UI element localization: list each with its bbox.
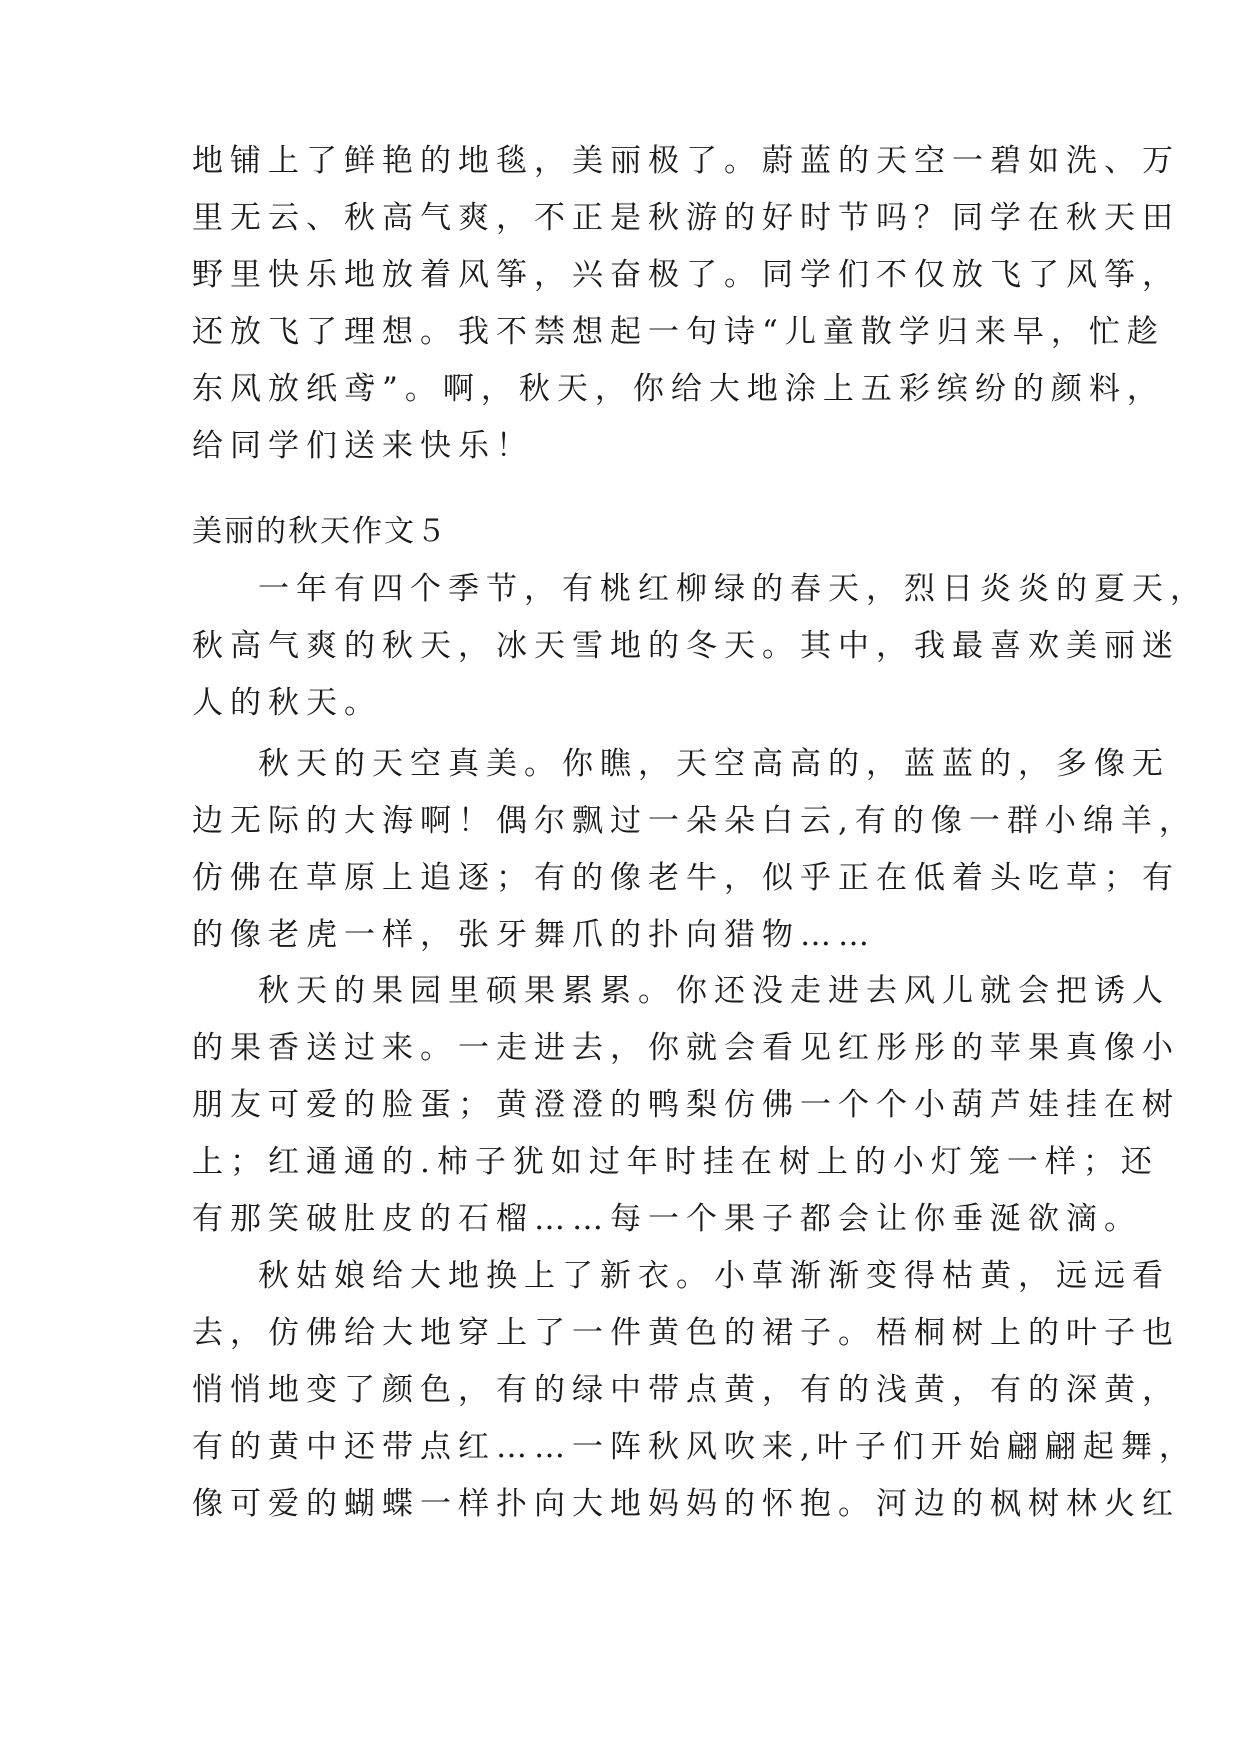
text-line: 朋友可爱的脸蛋；黄澄澄的鸭梨仿佛一个个小葫芦娃挂在树 — [192, 1087, 1180, 1123]
text-line: 仿佛在草原上追逐；有的像老牛，似乎正在低着头吃草；有 — [192, 860, 1180, 896]
text-line: 有的黄中还带点红……一阵秋风吹来,叶子们开始翩翩起舞， — [192, 1429, 1197, 1465]
text-line: 秋天的果园里硕果累累。你还没走进去风儿就会把诱人 — [258, 973, 1170, 1009]
text-line: 的果香送过来。一走进去，你就会看见红彤彤的苹果真像小 — [192, 1030, 1180, 1066]
text-line: 还放飞了理想。我不禁想起一句诗“儿童散学归来早，忙趁 — [192, 314, 1165, 350]
section-title: 美丽的秋天作文５ — [192, 514, 448, 549]
text-line: 东风放纸鸢”。啊，秋天，你给大地涂上五彩缤纷的颜料， — [192, 371, 1165, 407]
text-line: 给同学们送来快乐！ — [192, 428, 534, 464]
text-line: 地铺上了鲜艳的地毯，美丽极了。蔚蓝的天空一碧如洗、万 — [192, 143, 1180, 179]
paragraph-1 — [192, 561, 1208, 732]
text-line: 里无云、秋高气爽，不正是秋游的好时节吗？同学在秋天田 — [192, 200, 1180, 236]
text-line: 有那笑破肚皮的石榴……每一个果子都会让你垂涎欲滴。 — [192, 1201, 1142, 1237]
text-line: 人的秋天。 — [192, 685, 382, 721]
text-line: 秋姑娘给大地换上了新衣。小草渐渐变得枯黄，远远看 — [258, 1258, 1170, 1294]
text-line: 的像老虎一样，张牙舞爪的扑向猎物…… — [192, 917, 876, 953]
intro-passage — [192, 133, 1180, 475]
section-heading — [192, 503, 1072, 560]
text-line: 一年有四个季节，有桃红柳绿的春天，烈日炎炎的夏天， — [258, 571, 1208, 607]
text-line: 像可爱的蝴蝶一样扑向大地妈妈的怀抱。河边的枫树林火红 — [192, 1486, 1180, 1522]
paragraph-4 — [192, 1248, 1197, 1533]
text-line: 秋高气爽的秋天，冰天雪地的冬天。其中，我最喜欢美丽迷 — [192, 628, 1180, 664]
paragraph-2 — [192, 736, 1197, 964]
text-line: 悄悄地变了颜色，有的绿中带点黄，有的浅黄，有的深黄， — [192, 1372, 1180, 1408]
paragraph-3 — [192, 963, 1180, 1248]
text-line: 上；红通通的.柿子犹如过年时挂在树上的小灯笼一样；还 — [192, 1144, 1159, 1180]
text-line: 野里快乐地放着风筝，兴奋极了。同学们不仅放飞了风筝， — [192, 257, 1180, 293]
text-line: 秋天的天空真美。你瞧，天空高高的，蓝蓝的，多像无 — [258, 746, 1170, 782]
text-line: 边无际的大海啊！偶尔飘过一朵朵白云,有的像一群小绵羊， — [192, 803, 1197, 839]
text-line: 去，仿佛给大地穿上了一件黄色的裙子。梧桐树上的叶子也 — [192, 1315, 1180, 1351]
